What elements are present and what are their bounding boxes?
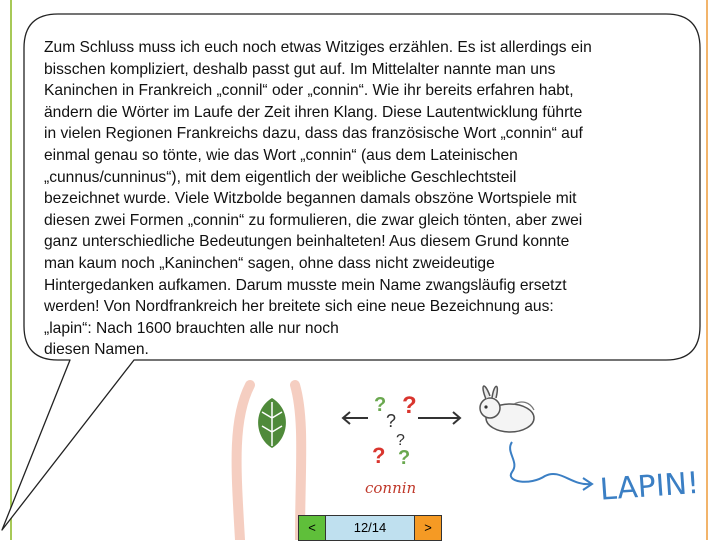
- question-mark: ?: [374, 394, 387, 416]
- question-mark: ?: [386, 411, 397, 431]
- previous-page-button[interactable]: <: [299, 516, 325, 540]
- lapin-word: LAPIN!: [598, 465, 701, 508]
- question-mark: ?: [398, 447, 411, 469]
- page-counter: 12/14: [325, 516, 415, 540]
- next-page-button[interactable]: >: [415, 516, 441, 540]
- question-mark: ?: [402, 392, 417, 419]
- question-mark: ?: [396, 432, 405, 449]
- question-mark: ?: [372, 443, 386, 468]
- bubble-text: Zum Schluss muss ich euch noch etwas Witziges erzählen. Es ist allerdings ein bisschen kompliziert, deshalb passt gut auf. Im Mittelalter nannte man uns Kaninchen in Frankreich „connil“ oder „connin“. Wie ihr bereits erfahren habt, ändern die Wörter im Laufe der Zeit ihren Klang. Diese Lautentwicklung führte in vielen Regionen Frankreichs dazu, dass das französische Wort „connin“ auf einmal genau so tönte, wie das Wort „connin“ (aus dem Lateinischen „cunnus/cunninus“), mit dem eigentlich der weibliche Geschlechtsteil bezeichnet wurde. Viele Witzbolde begannen damals obszöne Wortspiele mit diesen zwei Formen „connin“ zu formulieren, die zwar gleich tönten, aber zwei ganz unterschiedliche Bedeutungen beinhalteten! Aus diesem Grund konnte man kaum noch „Kaninchen“ sagen, ohne dass nicht zweideutige Hintergedanken aufkamen. Darum musste mein Name zwangsläufig ersetzt werden! Von Nordfrankreich her breitete sich eine neue Bezeichnung aus: „lapin“: Nach 1600 brauchten alle nur noch diesen Namen.: [44, 39, 592, 359]
- pagination: [298, 515, 442, 541]
- connin-word: connin: [365, 479, 417, 497]
